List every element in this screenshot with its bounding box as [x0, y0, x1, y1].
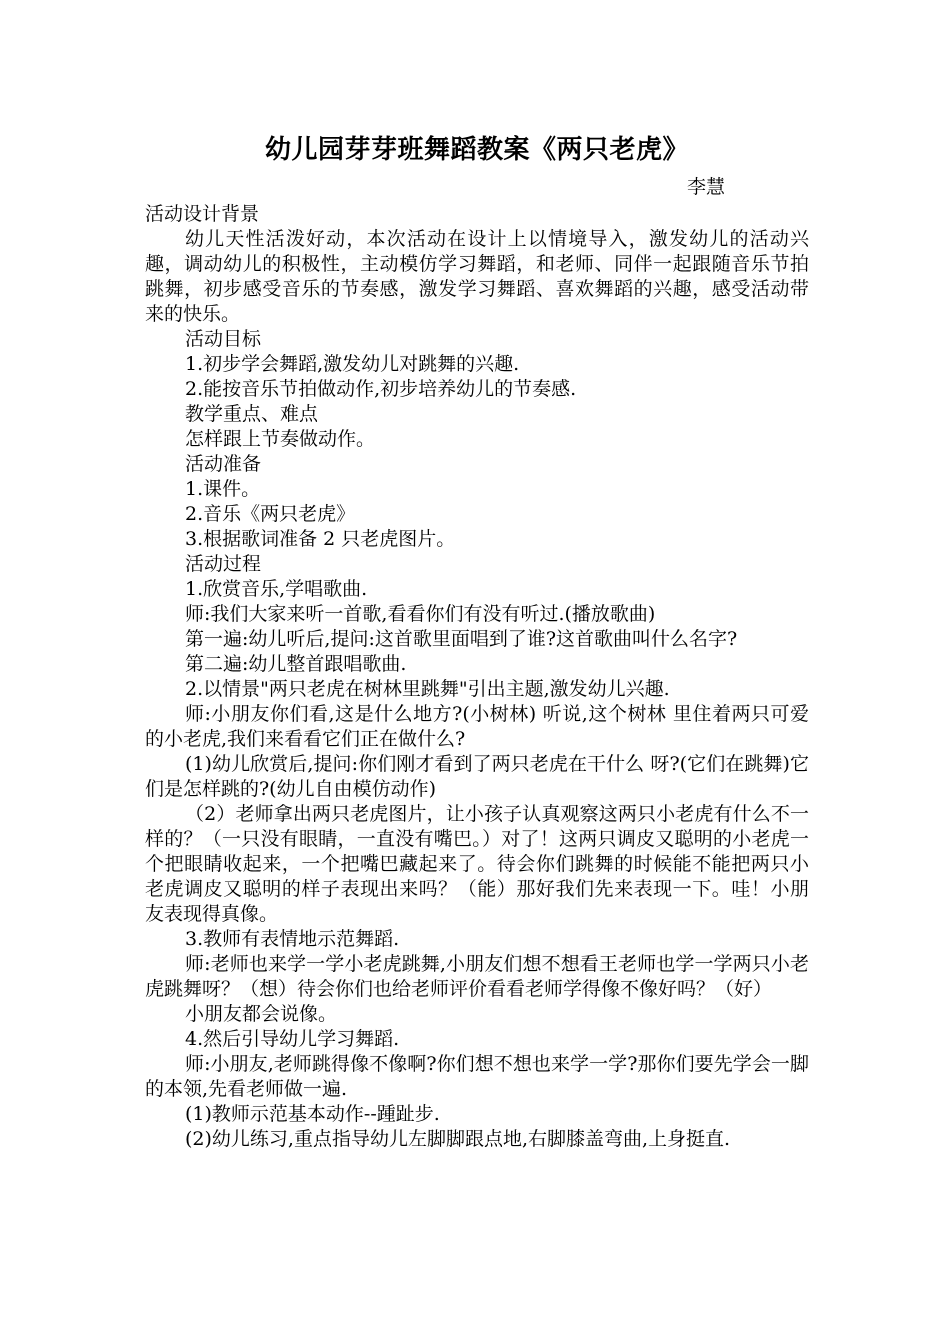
- section-heading-key-points: 教学重点、难点: [185, 403, 319, 425]
- paragraph: 2.音乐《两只老虎》: [185, 503, 356, 525]
- paragraph: 第一遍:幼儿听后,提问:这首歌里面唱到了谁?这首歌曲叫什么名字?: [185, 628, 738, 650]
- paragraph: 小朋友都会说像。: [185, 1003, 338, 1025]
- section-heading-background: 活动设计背景: [145, 203, 260, 225]
- section-heading-goals: 活动目标: [185, 328, 262, 350]
- paragraph: 师:小朋友你们看,这是什么地方?(小树林) 听说,这个树林 里住着两只可爱的小老虎,我们来看看它们正在做什么?: [145, 703, 809, 750]
- paragraph: 师:我们大家来听一首歌,看看你们有没有听过.(播放歌曲): [185, 603, 656, 625]
- document-title: 幼儿园芽芽班舞蹈教案《两只老虎》: [264, 135, 689, 165]
- paragraph: (1)幼儿欣赏后,提问:你们刚才看到了两只老虎在干什么 呀?(它们在跳舞)它们是怎样跳的?(幼儿自由模仿动作): [145, 753, 809, 800]
- paragraph: 怎样跟上节奏做动作。: [185, 428, 376, 450]
- section-heading-preparation: 活动准备: [185, 453, 262, 475]
- paragraph: 1.初步学会舞蹈,激发幼儿对跳舞的兴趣.: [185, 353, 520, 375]
- document-body: [145, 202, 809, 1152]
- paragraph: 2.以情景"两只老虎在树林里跳舞"引出主题,激发幼儿兴趣.: [185, 678, 670, 700]
- paragraph: （2）老师拿出两只老虎图片，让小孩子认真观察这两只小老虎有什么不一样的？（一只没有眼睛，一直没有嘴巴。）对了！这两只调皮又聪明的小老虎一个把眼睛收起来，一个把嘴巴藏起来了。待会你们跳舞的时候能不能把两只小老虎调皮又聪明的样子表现出来吗？（能）那好我们先来表现一下。哇！小朋友表现得真像。: [145, 803, 809, 925]
- paragraph: 4.然后引导幼儿学习舞蹈.: [185, 1028, 400, 1050]
- paragraph: 3.根据歌词准备 2 只老虎图片。: [185, 528, 456, 550]
- paragraph: 幼儿天性活泼好动，本次活动在设计上以情境导入，激发幼儿的活动兴趣，调动幼儿的积极性，主动模仿学习舞蹈，和老师、同伴一起跟随音乐节拍跳舞，初步感受音乐的节奏感，激发学习舞蹈、喜欢舞蹈的兴趣，感受活动带来的快乐。: [145, 228, 809, 325]
- paragraph: 师:老师也来学一学小老虎跳舞,小朋友们想不想看王老师也学一学两只小老虎跳舞呀？（想）待会你们也给老师评价看看老师学得像不像好吗？（好）: [145, 953, 809, 1000]
- paragraph: 3.教师有表情地示范舞蹈.: [185, 928, 400, 950]
- paragraph: 1.课件。: [185, 478, 261, 500]
- document-page: [145, 128, 809, 1152]
- document-author: 李慧: [686, 176, 725, 198]
- paragraph: 1.欣赏音乐,学唱歌曲.: [185, 578, 368, 600]
- section-heading-process: 活动过程: [185, 553, 262, 575]
- paragraph: 师:小朋友,老师跳得像不像啊?你们想不想也来学一学?那你们要先学会一脚的本领,先看老师做一遍.: [145, 1053, 809, 1100]
- paragraph: 第二遍:幼儿整首跟唱歌曲.: [185, 653, 407, 675]
- paragraph: 2.能按音乐节拍做动作,初步培养幼儿的节奏感.: [185, 378, 577, 400]
- paragraph: (1)教师示范基本动作--踵趾步.: [185, 1103, 440, 1125]
- paragraph: (2)幼儿练习,重点指导幼儿左脚脚跟点地,右脚膝盖弯曲,上身挺直.: [185, 1128, 731, 1150]
